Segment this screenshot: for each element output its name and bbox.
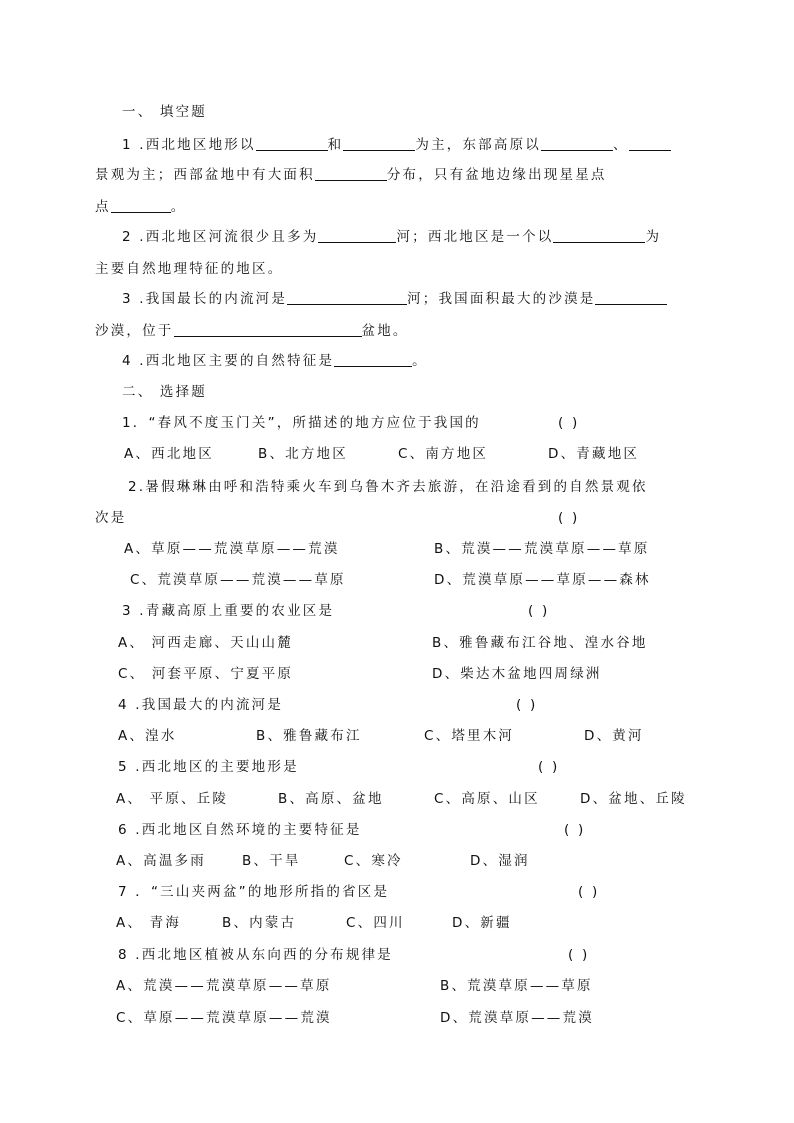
mc-q7-option-c[interactable]: C、四川 [346,915,405,931]
mc-q3-bracket[interactable]: ( ) [528,603,550,619]
q1-text-5: 景观为主；西部盆地中有大面积 [95,167,315,183]
mc-q2-option-c[interactable]: C、荒漠草原——荒漠——草原 [130,572,346,588]
mc-q5-stem: 5 .西北地区的主要地形是 [118,759,299,775]
answer-blank[interactable] [629,136,671,151]
mc-q3-stem: 3 .青藏高原上重要的农业区是 [122,603,335,619]
q1-text-2: 和 [327,137,344,153]
mc-q5-option-a[interactable]: A、 平原、丘陵 [116,791,229,807]
fill-q1-line3 [95,198,186,216]
answer-blank[interactable] [334,352,412,367]
mc-q8-option-b[interactable]: B、荒漠草原——草原 [440,978,593,994]
q1-text-8: 。 [170,199,187,215]
mc-q3-option-a[interactable]: A、 河西走廊、天山山麓 [118,635,293,651]
q1-text-4: 、 [612,137,629,153]
q1-text-7: 点 [95,199,111,215]
q1-text-1: 1 .西北地区地形以 [122,137,256,153]
mc-q1-option-a[interactable]: A、西北地区 [124,446,214,462]
mc-q1-stem: 1．“春风不度玉门关”，所描述的地方应位于我国的 [122,415,481,431]
fill-q2-line2: 主要自然地理特征的地区。 [95,261,284,277]
mc-q8-option-c[interactable]: C、草原——荒漠草原——荒漠 [116,1010,332,1026]
mc-q5-bracket[interactable]: ( ) [538,759,560,775]
mc-q5-option-d[interactable]: D、盆地、丘陵 [580,791,687,807]
answer-blank[interactable] [553,228,645,243]
answer-blank[interactable] [343,136,415,151]
mc-q2-stem-cont: 次是 [95,510,127,526]
fill-q4-line1 [122,352,428,370]
mc-q5-option-b[interactable]: B、高原、盆地 [278,791,384,807]
q4-text-2: 。 [412,353,428,369]
mc-q7-option-d[interactable]: D、新疆 [452,915,512,931]
q3-text-1: 3 .我国最长的内流河是 [122,291,288,307]
fill-q1-line2 [95,166,607,184]
mc-q6-option-c[interactable]: C、寒冷 [344,853,403,869]
answer-blank[interactable] [111,198,171,213]
mc-q6-option-b[interactable]: B、干旱 [242,853,301,869]
section2-title: 二、 选择题 [122,384,207,400]
answer-blank[interactable] [541,136,613,151]
section1-title: 一、 填空题 [122,104,207,120]
q3-text-4: 盆地。 [361,323,409,339]
mc-q8-stem: 8 .西北地区植被从东向西的分布规律是 [118,947,393,963]
mc-q6-option-d[interactable]: D、湿润 [470,853,530,869]
mc-q7-bracket[interactable]: ( ) [578,884,600,900]
q2-text-2: 河；西北地区是一个以 [396,229,554,245]
fill-q3-line1 [122,290,667,308]
mc-q1-option-b[interactable]: B、北方地区 [258,446,348,462]
q1-text-3: 为主，东部高原以 [415,137,541,153]
mc-q4-option-d[interactable]: D、黄河 [584,728,644,744]
mc-q4-stem: 4 .我国最大的内流河是 [118,697,284,713]
fill-q1-line1 [122,136,671,154]
mc-q3-option-d[interactable]: D、柴达木盆地四周绿洲 [432,666,602,682]
q4-text-1: 4 .西北地区主要的自然特征是 [122,353,335,369]
mc-q6-option-a[interactable]: A、高温多雨 [116,853,206,869]
mc-q3-option-c[interactable]: C、 河套平原、宁夏平原 [118,666,294,682]
mc-q8-option-a[interactable]: A、荒漠——荒漠草原——草原 [116,978,332,994]
answer-blank[interactable] [174,322,362,337]
mc-q2-bracket[interactable]: ( ) [558,510,580,526]
q3-text-3: 沙漠，位于 [95,323,174,339]
mc-q2-option-a[interactable]: A、草原——荒漠草原——荒漠 [124,541,340,557]
mc-q8-bracket[interactable]: ( ) [568,947,590,963]
mc-q7-option-a[interactable]: A、 青海 [116,915,182,931]
answer-blank[interactable] [595,290,667,305]
mc-q4-option-c[interactable]: C、塔里木河 [424,728,515,744]
mc-q6-stem: 6 .西北地区自然环境的主要特征是 [118,822,362,838]
fill-q3-line2 [95,322,409,340]
mc-q4-option-a[interactable]: A、湟水 [118,728,177,744]
answer-blank[interactable] [287,290,407,305]
answer-blank[interactable] [318,228,396,243]
answer-blank[interactable] [256,136,328,151]
mc-q4-bracket[interactable]: ( ) [516,697,538,713]
answer-blank[interactable] [315,166,387,181]
mc-q2-option-d[interactable]: D、荒漠草原——草原——森林 [434,572,651,588]
q2-text-3: 为 [645,229,662,245]
mc-q3-option-b[interactable]: B、雅鲁藏布江谷地、湟水谷地 [432,635,648,651]
q2-text-1: 2 .西北地区河流很少且多为 [122,229,319,245]
mc-q6-bracket[interactable]: ( ) [564,822,586,838]
mc-q2-stem: 2.暑假琳琳由呼和浩特乘火车到乌鲁木齐去旅游，在沿途看到的自然景观依 [128,479,648,495]
mc-q5-option-c[interactable]: C、高原、山区 [434,791,540,807]
mc-q1-bracket[interactable]: ( ) [558,415,580,431]
mc-q7-option-b[interactable]: B、内蒙古 [222,915,297,931]
mc-q7-stem: 7 ．“三山夹两盆”的地形所指的省区是 [118,884,390,900]
q1-text-6: 分布，只有盆地边缘出现星星点 [386,167,607,183]
mc-q4-option-b[interactable]: B、雅鲁藏布江 [256,728,362,744]
mc-q1-option-c[interactable]: C、南方地区 [398,446,489,462]
fill-q2-line1 [122,228,661,246]
mc-q8-option-d[interactable]: D、荒漠草原——荒漠 [440,1010,594,1026]
mc-q2-option-b[interactable]: B、荒漠——荒漠草原——草原 [434,541,650,557]
q3-text-2: 河；我国面积最大的沙漠是 [407,291,596,307]
mc-q1-option-d[interactable]: D、青藏地区 [548,446,640,462]
